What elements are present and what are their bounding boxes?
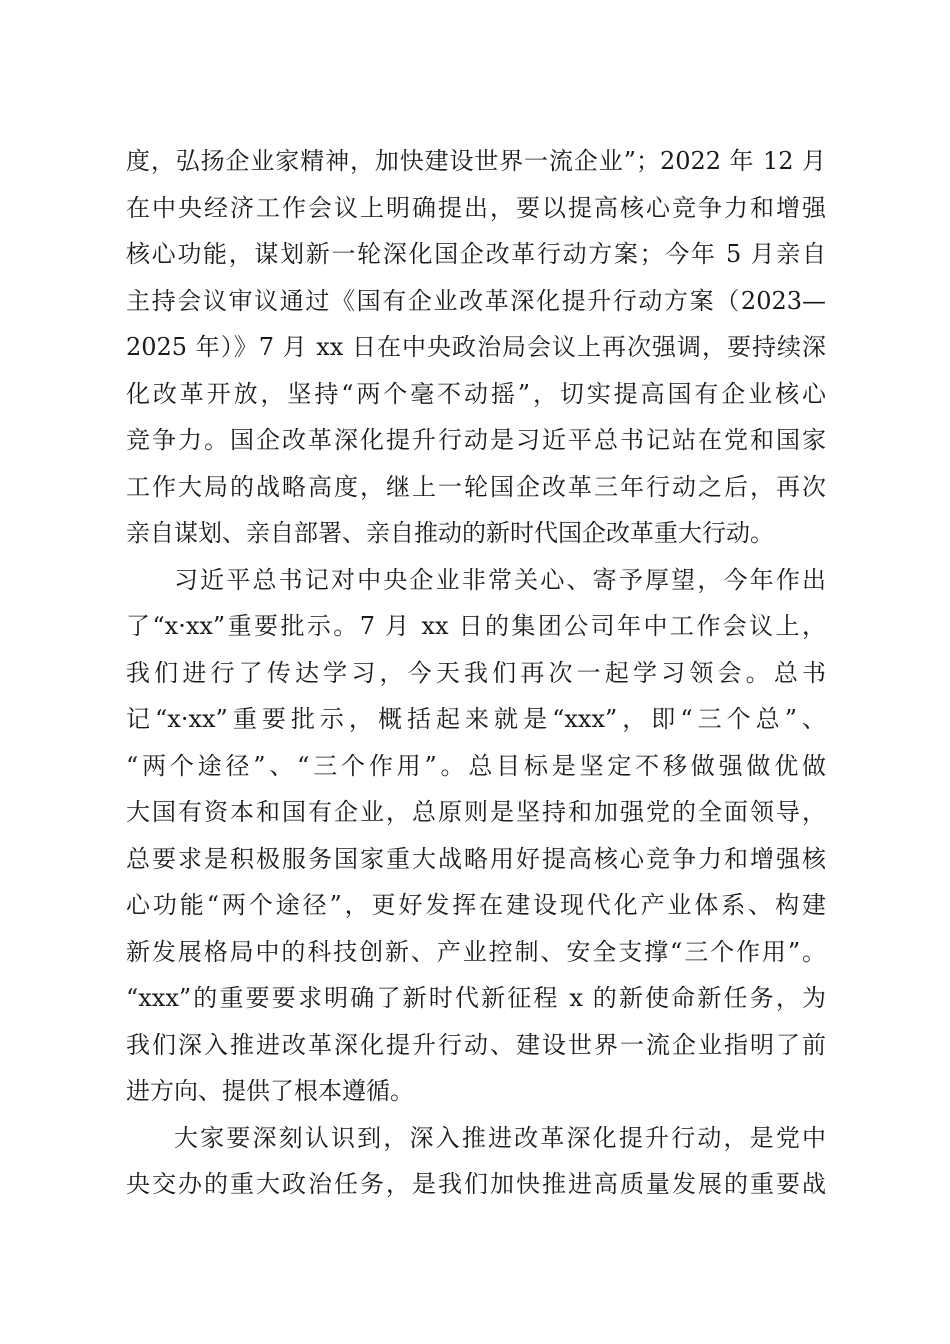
paragraph-first-line: 习近平总书记对中央企业非常关心、寄予厚望，今年作出 [174, 565, 826, 594]
paragraph-first-line: 大家要深刻认识到，深入推进改革深化提升行动，是党中 [174, 1123, 826, 1152]
text-line: 化改革开放，坚持“两个毫不动摇”，切实提高国有企业核心 [126, 379, 826, 408]
text-line: 心功能“两个途径”，更好发挥在建设现代化产业体系、构建 [126, 891, 826, 919]
text-line: 主持会议审议通过《国有企业改革深化提升行动方案（2023— [126, 286, 826, 315]
text-line: 进方向、提供了根本遵循。 [126, 1077, 414, 1105]
text-line: 总要求是积极服务国家重大战略用好提高核心竞争力和增强核 [126, 844, 826, 873]
text-line: 亲自谋划、亲自部署、亲自推动的新时代国企改革重大行动。 [126, 519, 774, 547]
text-line: 了“x·xx”重要批示。7 月 xx 日的集团公司年中工作会议上， [126, 612, 826, 640]
text-line: 大国有资本和国有企业，总原则是坚持和加强党的全面领导， [126, 798, 826, 826]
text-line: 在中央经济工作会议上明确提出，要以提高核心竞争力和增强 [126, 193, 826, 222]
text-line: “xxx”的重要要求明确了新时代新征程 x 的新使命新任务，为 [126, 984, 826, 1012]
text-line: 我们深入推进改革深化提升行动、建设世界一流企业指明了前 [126, 1030, 826, 1059]
text-line: 核心功能，谋划新一轮深化国企改革行动方案；今年 5 月亲自 [126, 240, 826, 268]
text-line: 竞争力。国企改革深化提升行动是习近平总书记站在党和国家 [126, 426, 826, 454]
text-line: 工作大局的战略高度，继上一轮国企改革三年行动之后，再次 [126, 472, 826, 501]
text-line: 记“x·xx”重要批示，概括起来就是“xxx”，即“三个总”、 [126, 705, 826, 733]
document-body [126, 138, 826, 1208]
text-line: “两个途径”、“三个作用”。总目标是坚定不移做强做优做 [126, 751, 826, 780]
text-line: 新发展格局中的科技创新、产业控制、安全支撑“三个作用”。 [126, 937, 826, 966]
text-line: 央交办的重大政治任务，是我们加快推进高质量发展的重要战 [126, 1170, 826, 1198]
text-line: 度，弘扬企业家精神，加快建设世界一流企业”；2022 年 12 月 [126, 147, 826, 175]
text-line: 2025 年）》7 月 xx 日在中央政治局会议上再次强调，要持续深 [126, 333, 826, 361]
text-line: 我们进行了传达学习，今天我们再次一起学习领会。总书 [126, 658, 826, 687]
